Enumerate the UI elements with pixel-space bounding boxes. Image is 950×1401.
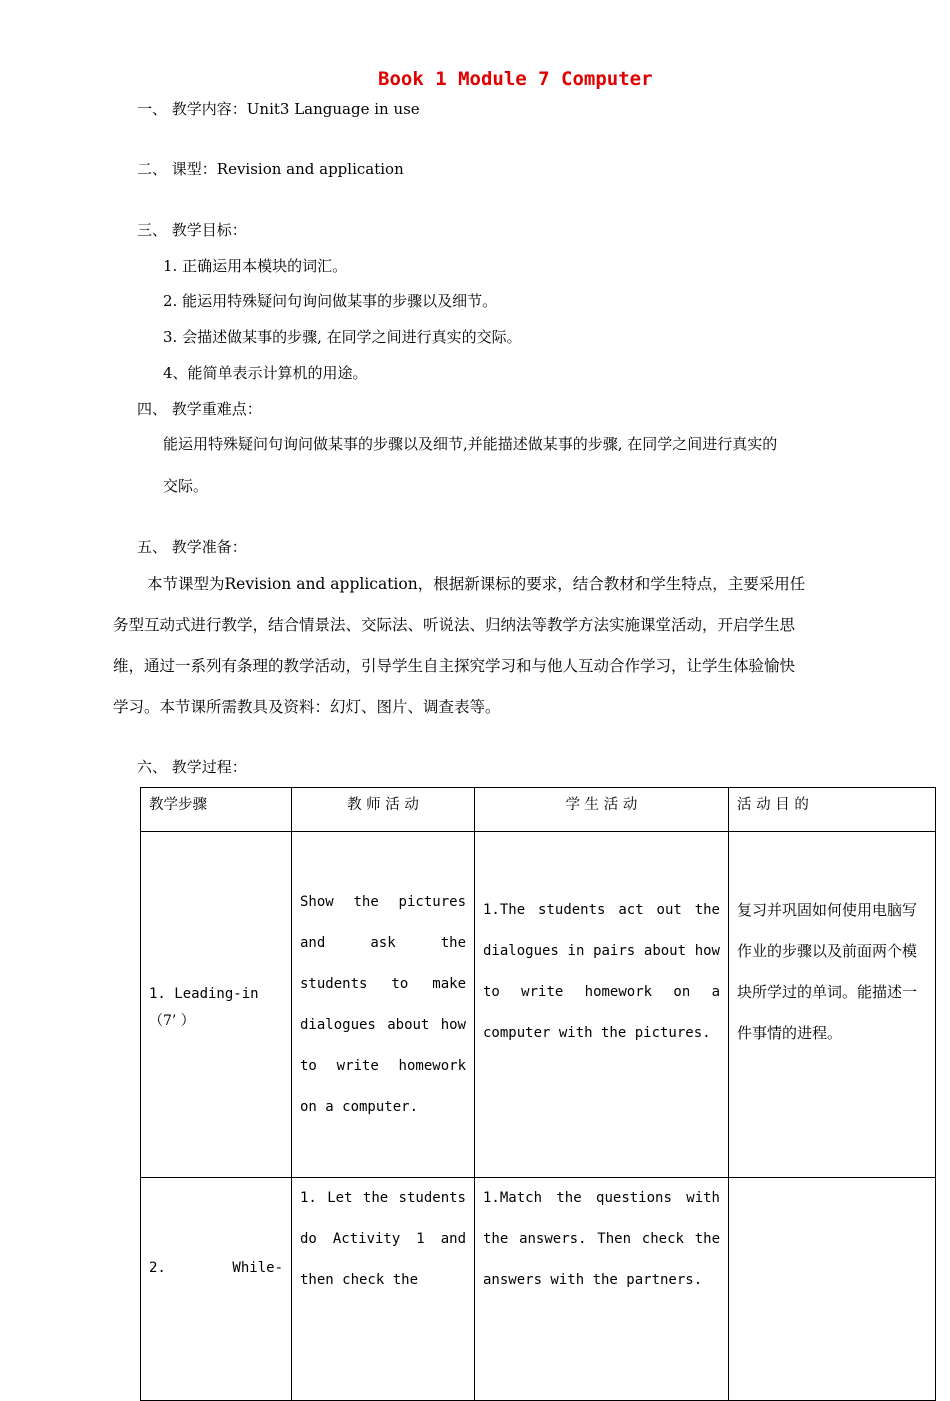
header-teacher: 教 师 活 动	[292, 788, 475, 832]
prep-paragraph-line: 务型互动式进行教学，结合情景法、交际法、听说法、归纳法等教学方法实施课堂活动，开启学生思	[113, 616, 796, 634]
table-row	[141, 1178, 936, 1401]
purpose-cell	[729, 832, 936, 1178]
table-header-row	[141, 788, 936, 832]
goal-item: 3. 会描述做某事的步骤, 在同学之间进行真实的交际。	[163, 328, 522, 346]
student-cell	[475, 832, 729, 1178]
student-cell	[475, 1178, 729, 1401]
process-table	[140, 787, 936, 1401]
section-key-heading: 四、 教学重难点：	[137, 400, 262, 418]
step-cell	[141, 832, 292, 1178]
prep-paragraph-line: 本节课型为Revision and application，根据新课标的要求，结合教材和学生特点，主要采用任	[147, 575, 806, 593]
activity-purpose: 复习并巩固如何使用电脑写作业的步骤以及前面两个模块所学过的单词。能描述一件事情的进程。	[737, 901, 918, 1042]
teacher-activity: 1. Let the students do Activity 1 and then check the	[300, 1190, 466, 1288]
step-time: （7’ ）	[149, 1012, 195, 1029]
teacher-cell	[292, 1178, 475, 1401]
header-student: 学 生 活 动	[475, 788, 729, 832]
table-row	[141, 832, 936, 1178]
section-type: 二、 课型：Revision and application	[137, 160, 404, 178]
key-points-line: 能运用特殊疑问句询问做某事的步骤以及细节,并能描述做某事的步骤, 在同学之间进行真实的	[163, 435, 778, 453]
section-goals-heading: 三、 教学目标：	[137, 221, 247, 239]
goal-item: 1. 正确运用本模块的词汇。	[163, 257, 348, 275]
section-prep-heading: 五、 教学准备：	[137, 538, 247, 556]
key-points-line: 交际。	[163, 477, 209, 495]
goal-item: 2. 能运用特殊疑问句询问做某事的步骤以及细节。	[163, 292, 498, 310]
step-label: 2. While-	[149, 1260, 283, 1276]
teacher-cell	[292, 832, 475, 1178]
page-title: Book 1 Module 7 Computer	[378, 68, 653, 90]
section-content: 一、 教学内容：Unit3 Language in use	[137, 100, 420, 118]
step-cell	[141, 1178, 292, 1401]
prep-paragraph-line: 维，通过一系列有条理的教学活动，引导学生自主探究学习和与他人互动合作学习，让学生体验愉快	[113, 657, 796, 675]
header-step: 教学步骤	[141, 788, 292, 832]
step-label: 1. Leading-in	[149, 985, 259, 1002]
prep-paragraph-line: 学习。本节课所需教具及资料：幻灯、图片、调查表等。	[113, 698, 501, 716]
goal-item: 4、能简单表示计算机的用途。	[163, 364, 368, 382]
teacher-activity: Show the pictures and ask the students to make dialogues about how to write homework on a computer.	[300, 893, 466, 1115]
purpose-cell	[729, 1178, 936, 1401]
header-purpose: 活 动 目 的	[729, 788, 936, 832]
student-activity: 1.The students act out the dialogues in pairs about how to write homework on a computer with the pictures.	[483, 902, 720, 1041]
student-activity: 1.Match the questions with the answers. Then check the answers with the partners.	[483, 1190, 720, 1288]
section-process-heading: 六、 教学过程：	[137, 758, 247, 776]
